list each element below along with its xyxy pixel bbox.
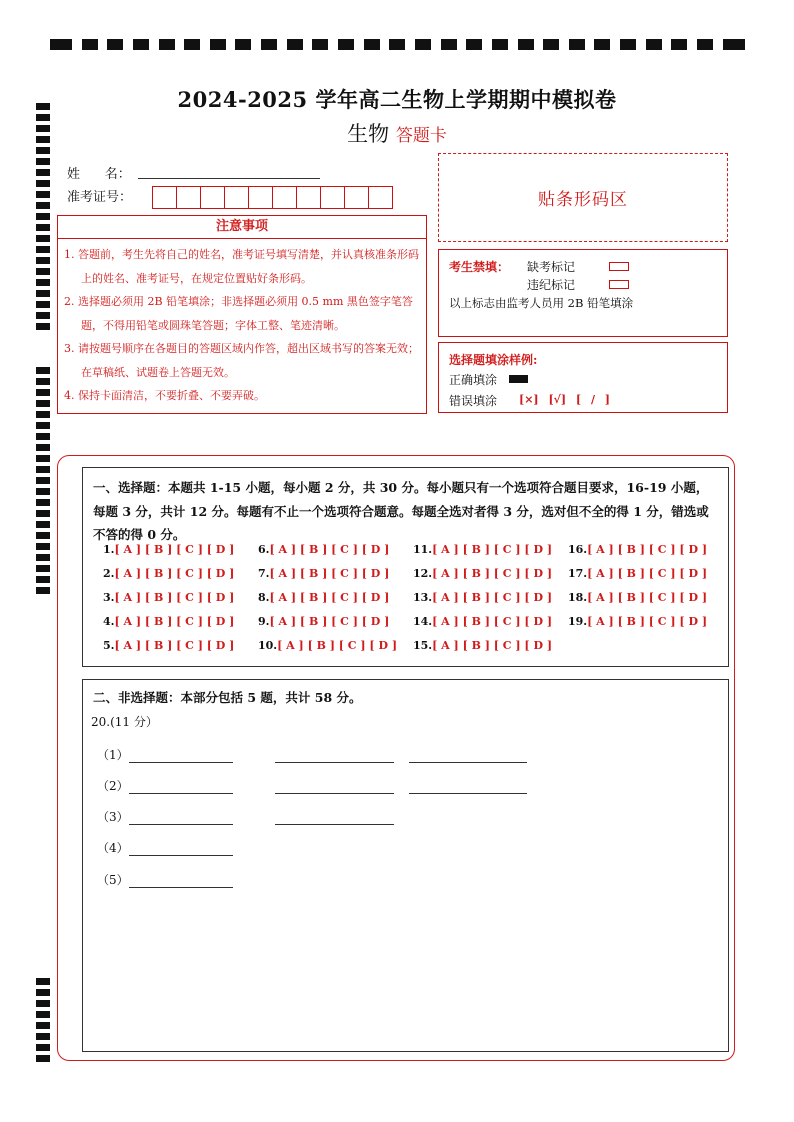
registration-mark bbox=[36, 554, 50, 561]
registration-mark bbox=[36, 1055, 50, 1062]
answer-options[interactable]: [ A ] [ B ] [ C ] [ D ] bbox=[114, 591, 235, 604]
answer-options[interactable]: [ A ] [ B ] [ C ] [ D ] bbox=[587, 591, 708, 604]
registration-mark bbox=[569, 39, 585, 50]
choice-question-row[interactable] bbox=[103, 591, 234, 604]
fill-sample-box bbox=[438, 342, 728, 413]
registration-mark bbox=[36, 301, 50, 308]
choice-question-row[interactable] bbox=[568, 543, 707, 556]
choice-question-row[interactable] bbox=[103, 543, 234, 556]
answer-options[interactable]: [ A ] [ B ] [ C ] [ D ] bbox=[432, 567, 553, 580]
question-number: 16. bbox=[568, 543, 588, 556]
registration-mark bbox=[36, 1000, 50, 1007]
correct-fill-label: 正确填涂 bbox=[449, 373, 498, 387]
question-number: 12. bbox=[413, 567, 433, 580]
registration-mark bbox=[36, 158, 50, 165]
answer-blank[interactable] bbox=[275, 823, 394, 825]
proctor-note: 以上标志由监考人员用 2B 铅笔填涂 bbox=[449, 296, 634, 310]
side-registration-marks-middle bbox=[36, 367, 50, 598]
registration-mark bbox=[36, 400, 50, 407]
choice-question-row[interactable] bbox=[568, 615, 707, 628]
subject-name: 生物 bbox=[347, 122, 390, 146]
correct-fill-mark bbox=[509, 375, 528, 383]
exam-id-digit-box[interactable] bbox=[320, 186, 345, 209]
answer-options[interactable]: [ A ] [ B ] [ C ] [ D ] bbox=[432, 639, 553, 652]
exam-id-digit-box[interactable] bbox=[152, 186, 177, 209]
registration-mark bbox=[36, 279, 50, 286]
registration-mark bbox=[184, 39, 200, 50]
name-label: 姓 名： bbox=[67, 167, 131, 182]
registration-mark bbox=[36, 1033, 50, 1040]
question-number: 13. bbox=[413, 591, 433, 604]
choice-question-row[interactable] bbox=[103, 615, 234, 628]
choice-question-row[interactable] bbox=[413, 567, 552, 580]
registration-mark bbox=[36, 147, 50, 154]
name-input-line[interactable] bbox=[138, 178, 320, 179]
question-number: 7. bbox=[258, 567, 270, 580]
registration-mark bbox=[36, 290, 50, 297]
question-number: 9. bbox=[258, 615, 270, 628]
question-number: 19. bbox=[568, 615, 588, 628]
registration-mark bbox=[36, 510, 50, 517]
exam-id-boxes[interactable] bbox=[152, 186, 392, 209]
registration-mark bbox=[210, 39, 226, 50]
question-number: 4. bbox=[103, 615, 115, 628]
question-number: 5. bbox=[103, 639, 115, 652]
absent-mark-box[interactable] bbox=[609, 262, 629, 271]
question-number: 2. bbox=[103, 567, 115, 580]
prohibited-label: 考生禁填： bbox=[449, 260, 510, 274]
question-number: 17. bbox=[568, 567, 588, 580]
notice-item: 1. 答题前，考生先将自己的姓名，准考证号填写清楚，并认真核准条形码上的姓名、准考证号，在规定位置贴好条形码。 bbox=[64, 248, 419, 285]
registration-mark bbox=[36, 235, 50, 242]
registration-mark bbox=[312, 39, 328, 50]
choice-question-row[interactable] bbox=[258, 567, 389, 580]
non-choice-section bbox=[82, 679, 729, 1052]
top-registration-marks bbox=[50, 39, 745, 52]
part-1-label: （1） bbox=[97, 748, 129, 762]
choice-question-row[interactable] bbox=[413, 639, 552, 652]
question-number: 11. bbox=[413, 543, 433, 556]
registration-mark bbox=[338, 39, 354, 50]
registration-mark bbox=[36, 433, 50, 440]
answer-options[interactable]: [ A ] [ B ] [ C ] [ D ] bbox=[587, 567, 708, 580]
choice-question-row[interactable] bbox=[103, 639, 234, 652]
notice-item: 3. 请按题号顺序在各题目的答题区域内作答，超出区域书写的答案无效；在草稿纸、试题卷上答题无效。 bbox=[64, 342, 419, 379]
exam-id-digit-box[interactable] bbox=[296, 186, 321, 209]
answer-options[interactable]: [ A ] [ B ] [ C ] [ D ] bbox=[114, 615, 235, 628]
choice-question-row[interactable] bbox=[413, 543, 552, 556]
question-number: 8. bbox=[258, 591, 270, 604]
answer-options[interactable]: [ A ] [ B ] [ C ] [ D ] bbox=[269, 591, 390, 604]
registration-mark bbox=[36, 378, 50, 385]
question-number: 10. bbox=[258, 639, 278, 652]
registration-mark bbox=[492, 39, 508, 50]
registration-mark bbox=[50, 39, 72, 50]
answer-blank[interactable] bbox=[409, 761, 527, 763]
choice-question-row[interactable] bbox=[103, 567, 234, 580]
answer-options[interactable]: [ A ] [ B ] [ C ] [ D ] bbox=[114, 543, 235, 556]
part-5-label: （5） bbox=[97, 873, 129, 887]
notice-list bbox=[57, 239, 427, 414]
registration-mark bbox=[36, 180, 50, 187]
registration-mark bbox=[36, 444, 50, 451]
registration-mark bbox=[36, 202, 50, 209]
notice-heading: 注意事项 bbox=[57, 215, 427, 239]
answer-card-label: 答题卡 bbox=[395, 126, 447, 146]
registration-mark bbox=[36, 246, 50, 253]
answer-blank[interactable] bbox=[275, 792, 394, 794]
side-registration-marks-lower bbox=[36, 978, 50, 1066]
choice-question-row[interactable] bbox=[258, 591, 389, 604]
violation-mark-box[interactable] bbox=[609, 280, 629, 289]
registration-mark bbox=[36, 422, 50, 429]
registration-mark bbox=[36, 1011, 50, 1018]
registration-mark bbox=[36, 268, 50, 275]
answer-options[interactable]: [ A ] [ B ] [ C ] [ D ] bbox=[587, 543, 708, 556]
answer-blank[interactable] bbox=[129, 854, 233, 856]
answer-blank[interactable] bbox=[129, 823, 233, 825]
question-number: 1. bbox=[103, 543, 115, 556]
answer-blank[interactable] bbox=[129, 761, 233, 763]
registration-mark bbox=[107, 39, 123, 50]
answer-options[interactable]: [ A ] [ B ] [ C ] [ D ] bbox=[432, 591, 553, 604]
proctor-only-box bbox=[438, 249, 728, 337]
registration-mark bbox=[36, 532, 50, 539]
registration-mark bbox=[36, 466, 50, 473]
registration-mark bbox=[36, 978, 50, 985]
answer-options[interactable]: [ A ] [ B ] [ C ] [ D ] bbox=[587, 615, 708, 628]
question-number: 6. bbox=[258, 543, 270, 556]
registration-mark bbox=[36, 477, 50, 484]
registration-mark bbox=[36, 312, 50, 319]
choice-question-row[interactable] bbox=[258, 639, 397, 652]
registration-mark bbox=[36, 576, 50, 583]
registration-mark bbox=[36, 367, 50, 374]
wrong-fill-label: 错误填涂 bbox=[449, 394, 498, 408]
registration-mark bbox=[82, 39, 98, 50]
question-number: 3. bbox=[103, 591, 115, 604]
registration-mark bbox=[36, 169, 50, 176]
multiple-choice-instructions: 一、选择题：本题共 1-15 小题，每小题 2 分，共 30 分。每小题只有一个选项符合题目要求，16-19 小题，每题 3 分，共计 12 分。每题有不止一个选项符合题意。每题全选对者得 3 分，选对但不全的得 1 分，错选或不答的得 0 分。 bbox=[93, 480, 709, 542]
choice-question-row[interactable] bbox=[413, 591, 552, 604]
registration-mark bbox=[235, 39, 251, 50]
registration-mark bbox=[36, 499, 50, 506]
answer-options[interactable]: [ A ] [ B ] [ C ] [ D ] bbox=[114, 567, 235, 580]
registration-mark bbox=[518, 39, 534, 50]
choice-question-row[interactable] bbox=[258, 543, 389, 556]
registration-mark bbox=[36, 989, 50, 996]
answer-blank[interactable] bbox=[129, 886, 233, 888]
registration-mark bbox=[441, 39, 457, 50]
choice-question-row[interactable] bbox=[258, 615, 389, 628]
registration-mark bbox=[287, 39, 303, 50]
choice-question-row[interactable] bbox=[413, 615, 552, 628]
card-subtitle bbox=[0, 118, 794, 148]
part-3-label: （3） bbox=[97, 810, 129, 824]
exam-title: 2024-2025 学年高二生物上学期期中模拟卷 bbox=[177, 87, 617, 112]
answer-blank[interactable] bbox=[275, 761, 394, 763]
registration-mark bbox=[36, 587, 50, 594]
registration-mark bbox=[36, 224, 50, 231]
violation-mark-label: 违纪标记 bbox=[527, 278, 576, 292]
registration-mark bbox=[671, 39, 687, 50]
registration-mark bbox=[466, 39, 482, 50]
answer-options[interactable]: [ A ] [ B ] [ C ] [ D ] bbox=[277, 639, 398, 652]
exam-id-digit-box[interactable] bbox=[200, 186, 225, 209]
multiple-choice-section bbox=[82, 467, 729, 667]
registration-mark bbox=[697, 39, 713, 50]
registration-mark bbox=[36, 565, 50, 572]
registration-mark bbox=[415, 39, 431, 50]
exam-id-digit-box[interactable] bbox=[248, 186, 273, 209]
registration-mark bbox=[36, 521, 50, 528]
question-number: 18. bbox=[568, 591, 588, 604]
wrong-fill-examples: [×] [√] [ / ] bbox=[519, 393, 611, 406]
absent-mark-label: 缺考标记 bbox=[527, 260, 576, 274]
exam-id-digit-box[interactable] bbox=[224, 186, 249, 209]
registration-mark bbox=[543, 39, 559, 50]
question-number: 15. bbox=[413, 639, 433, 652]
registration-mark bbox=[364, 39, 380, 50]
registration-mark bbox=[261, 39, 277, 50]
registration-mark bbox=[36, 213, 50, 220]
registration-mark bbox=[646, 39, 662, 50]
registration-mark bbox=[36, 1022, 50, 1029]
choice-question-row[interactable] bbox=[568, 591, 707, 604]
answer-options[interactable]: [ A ] [ B ] [ C ] [ D ] bbox=[432, 543, 553, 556]
notice-item: 4. 保持卡面清洁，不要折叠、不要弄破。 bbox=[64, 389, 265, 402]
registration-mark bbox=[389, 39, 405, 50]
registration-mark bbox=[723, 39, 745, 50]
part-2-label: （2） bbox=[97, 779, 129, 793]
registration-mark bbox=[36, 455, 50, 462]
registration-mark bbox=[620, 39, 636, 50]
fill-sample-label: 选择题填涂样例: bbox=[449, 353, 538, 367]
registration-mark bbox=[36, 488, 50, 495]
registration-mark bbox=[36, 1044, 50, 1051]
answer-blank[interactable] bbox=[409, 792, 527, 794]
exam-id-digit-box[interactable] bbox=[272, 186, 297, 209]
question-number: 14. bbox=[413, 615, 433, 628]
answer-options[interactable]: [ A ] [ B ] [ C ] [ D ] bbox=[269, 615, 390, 628]
answer-options[interactable]: [ A ] [ B ] [ C ] [ D ] bbox=[114, 639, 235, 652]
choice-question-row[interactable] bbox=[568, 567, 707, 580]
registration-mark bbox=[133, 39, 149, 50]
question-20-label: 20.(11 分） bbox=[91, 715, 158, 729]
registration-mark bbox=[594, 39, 610, 50]
answer-options[interactable]: [ A ] [ B ] [ C ] [ D ] bbox=[432, 615, 553, 628]
registration-mark bbox=[36, 389, 50, 396]
part-4-label: （4） bbox=[97, 841, 129, 855]
barcode-area: 贴条形码区 bbox=[438, 153, 728, 242]
registration-mark bbox=[36, 543, 50, 550]
registration-mark bbox=[36, 323, 50, 330]
answer-options[interactable]: [ A ] [ B ] [ C ] [ D ] bbox=[269, 567, 390, 580]
exam-id-digit-box[interactable] bbox=[368, 186, 393, 209]
exam-id-label: 准考证号： bbox=[67, 190, 133, 205]
registration-mark bbox=[36, 257, 50, 264]
registration-mark bbox=[36, 191, 50, 198]
answer-blank[interactable] bbox=[129, 792, 233, 794]
non-choice-heading: 二、非选择题：本部分包括 5 题，共计 58 分。 bbox=[93, 690, 362, 705]
registration-mark bbox=[159, 39, 175, 50]
notice-item: 2. 选择题必须用 2B 铅笔填涂；非选择题必须用 0.5 mm 黑色签字笔答题，不得用铅笔或圆珠笔答题；字体工整、笔迹清晰。 bbox=[64, 295, 413, 332]
exam-id-digit-box[interactable] bbox=[344, 186, 369, 209]
registration-mark bbox=[36, 411, 50, 418]
answer-options[interactable]: [ A ] [ B ] [ C ] [ D ] bbox=[269, 543, 390, 556]
exam-id-digit-box[interactable] bbox=[176, 186, 201, 209]
